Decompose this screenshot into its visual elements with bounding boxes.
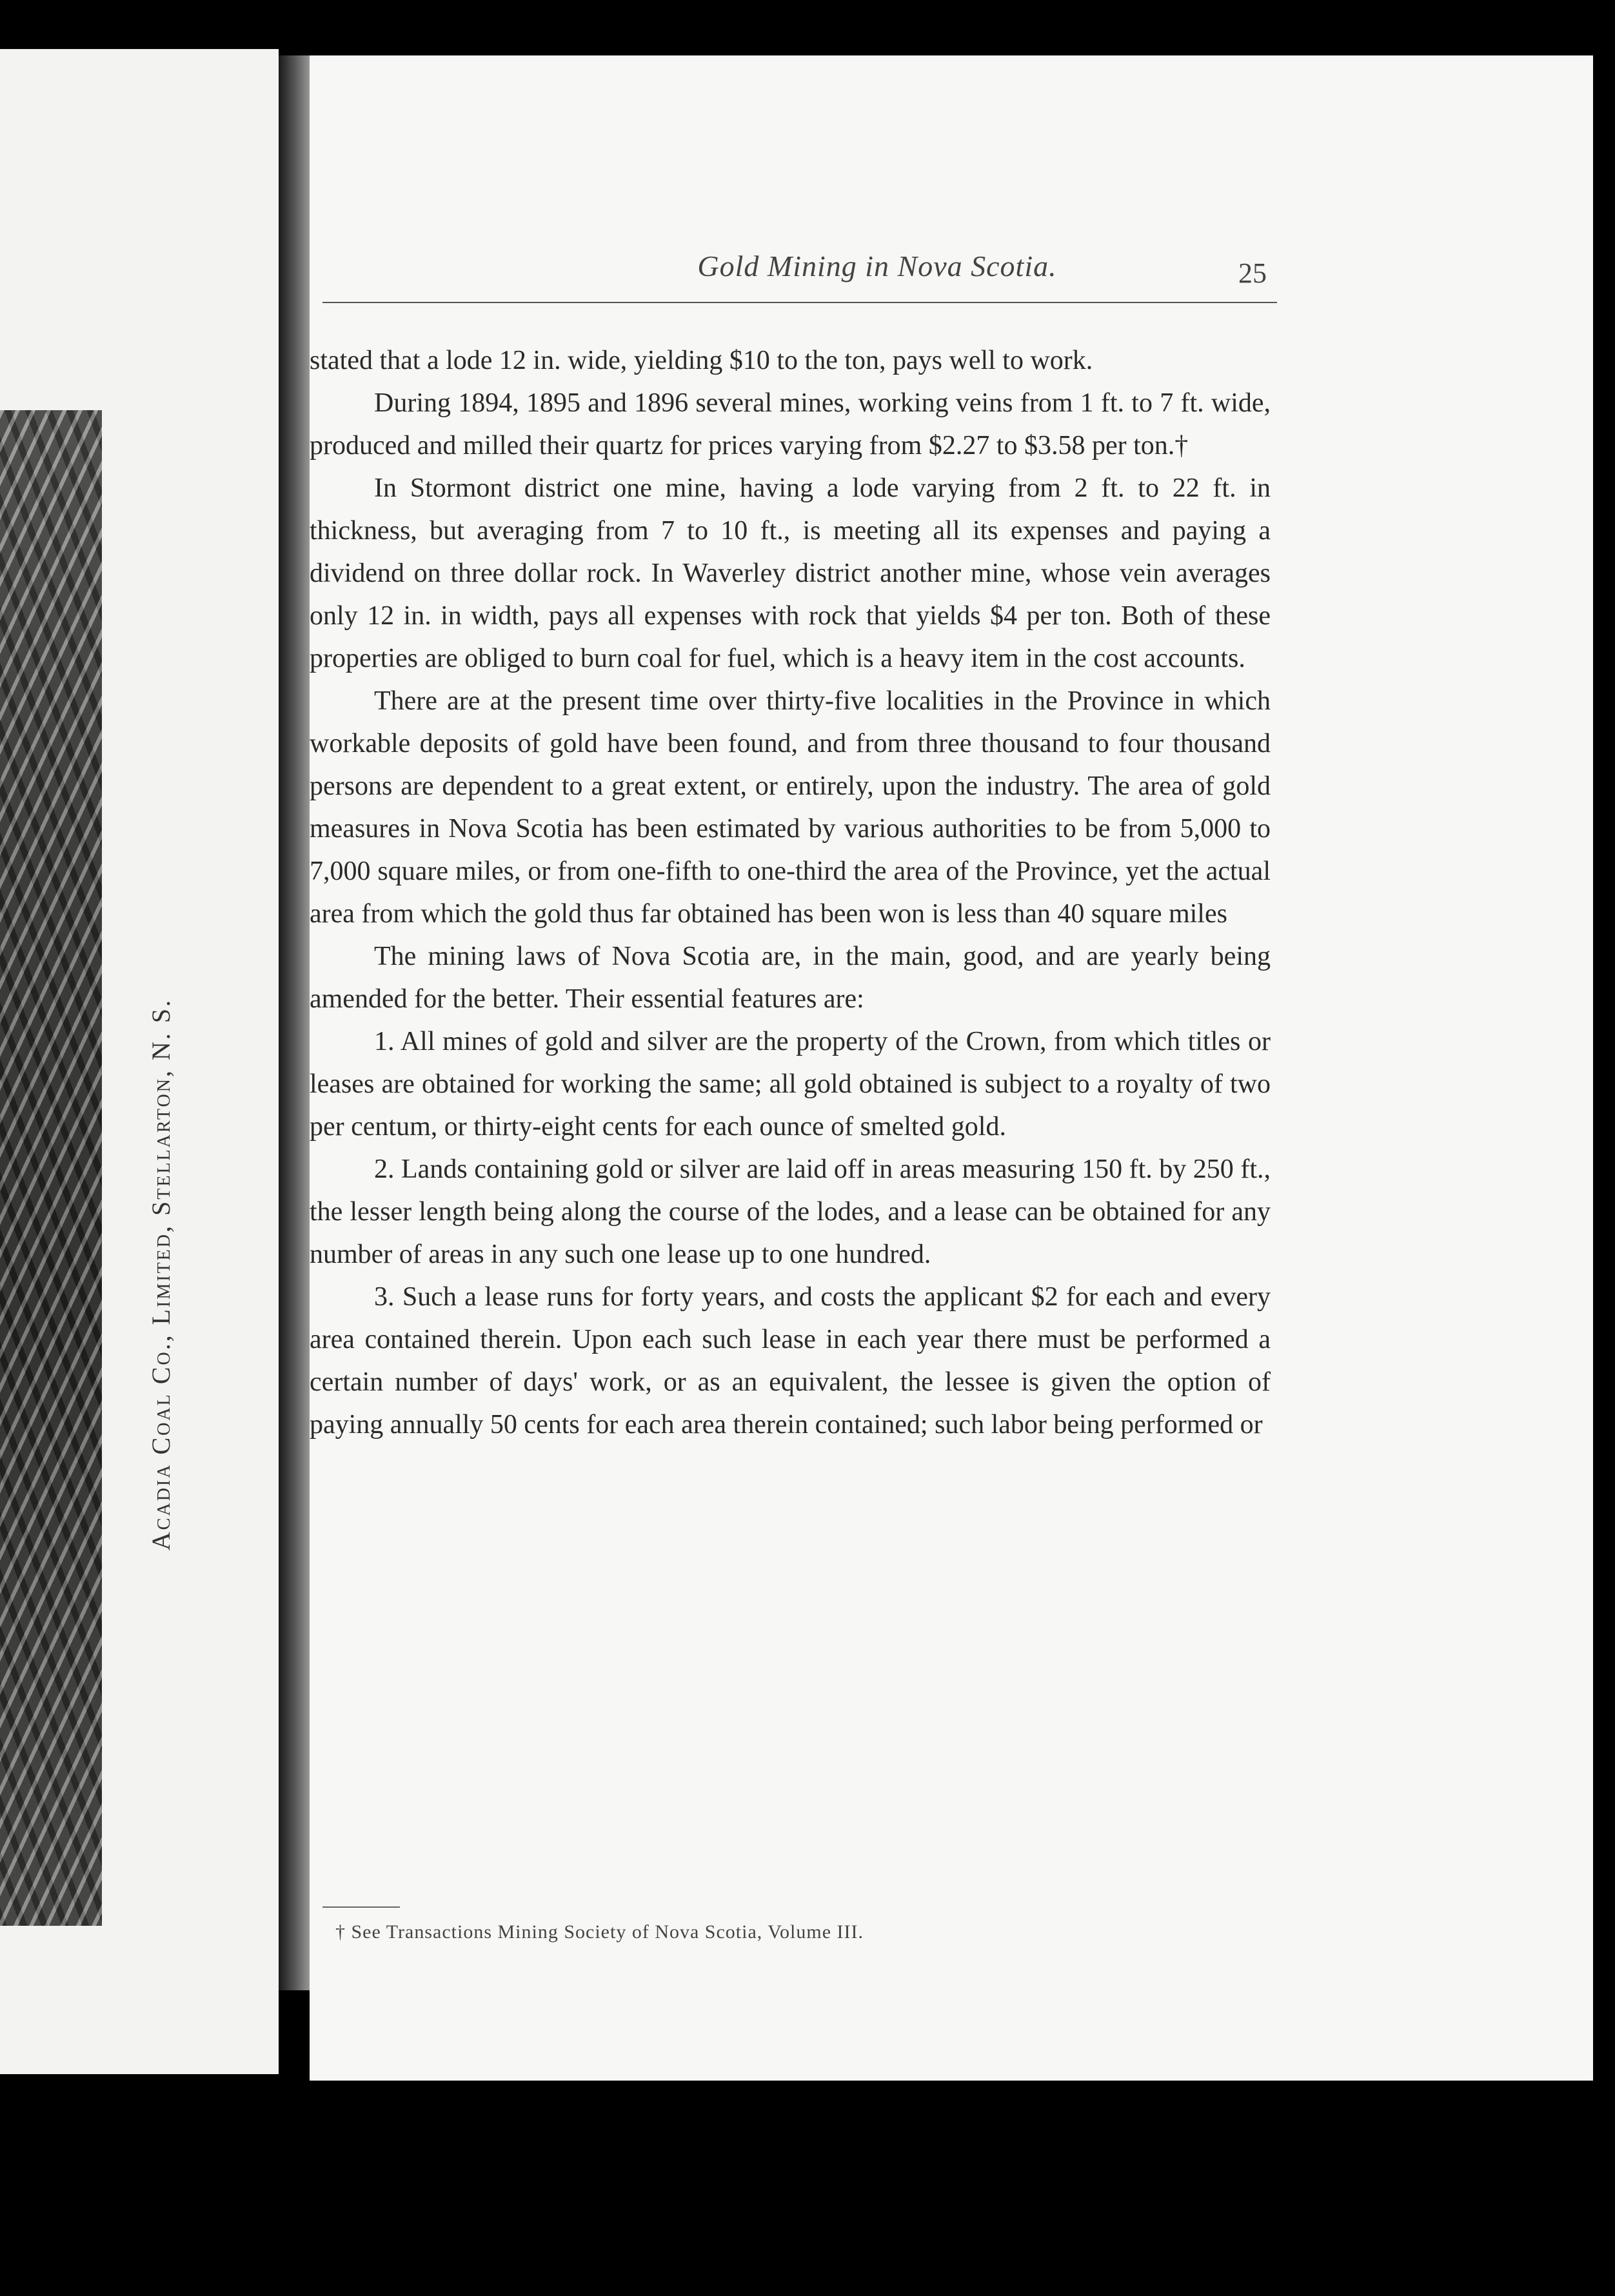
left-facing-page xyxy=(0,49,279,2074)
paragraph-continuation: stated that a lode 12 in. wide, yielding $10 to the ton, pays well to work. xyxy=(310,346,1093,375)
paragraph-mining-laws: The mining laws of Nova Scotia are, in the main, good, and are yearly being amended for the better. Their essential features are: xyxy=(310,942,1271,1014)
right-page xyxy=(310,55,1593,2081)
paragraph-stormont-district: In Stormont district one mine, having a lode varying from 2 ft. to 22 ft. in thickness, but averaging from 7 to 10 ft., is meeting all its expenses and paying a dividend on three dollar rock. In Waverley district another mine, whose vein averages only 12 in. in width, pays all expenses with rock that yields $4 per ton. Both of these properties are obliged to burn coal for fuel, which is a heavy item in the cost accounts. xyxy=(310,473,1271,673)
paragraph-mine-prices: During 1894, 1895 and 1896 several mines, working veins from 1 ft. to 7 ft. wide, produced and milled their quartz for prices varying from $2.27 to $3.58 per ton.† xyxy=(310,388,1271,460)
running-header-title: Gold Mining in Nova Scotia. xyxy=(697,250,1057,282)
photograph-strip xyxy=(0,410,102,1926)
header-rule xyxy=(322,302,1277,303)
body-text xyxy=(310,339,1271,1446)
side-caption: Acadia Coal Co., Limited, Stellarton, N. S. xyxy=(146,998,175,1551)
paragraph-law-item-3: 3. Such a lease runs for forty years, and costs the applicant $2 for each and every area contained therein. Upon each such lease in each year there must be performed a certain number of days' work, or as an equivalent, the lessee is given the option of paying annually 50 cents for each area therein contained; such labor being performed or xyxy=(310,1282,1271,1440)
page-number: 25 xyxy=(1238,257,1267,289)
paragraph-gold-localities: There are at the present time over thirty-five localities in the Province in which workable deposits of gold have been found, and from three thousand to four thousand persons are dependent to a great extent, or entirely, upon the industry. The area of gold measures in Nova Scotia has been estimated by various authorities to be from 5,000 to 7,000 square miles, or from one-fifth to one-third the area of the Province, yet the actual area from which the gold thus far obtained has been won is less than 40 square miles xyxy=(310,686,1271,929)
footnote: † See Transactions Mining Society of Nova Scotia, Volume III. xyxy=(335,1921,864,1943)
running-header xyxy=(310,249,1593,294)
footnote-rule xyxy=(322,1906,400,1908)
paragraph-law-item-2: 2. Lands containing gold or silver are laid off in areas measuring 150 ft. by 250 ft., the lesser length being along the course of the lodes, and a lease can be obtained for any number of areas in any such one lease up to one hundred. xyxy=(310,1154,1271,1269)
paragraph-law-item-1: 1. All mines of gold and silver are the property of the Crown, from which titles or leases are obtained for working the same; all gold obtained is subject to a royalty of two per centum, or thirty-eight cents for each ounce of smelted gold. xyxy=(310,1027,1271,1142)
